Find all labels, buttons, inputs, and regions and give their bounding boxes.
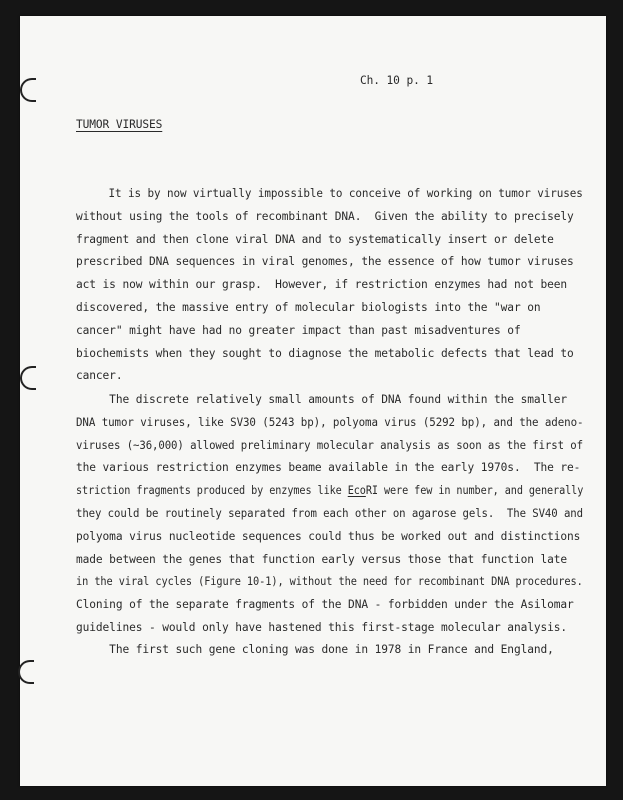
paragraph1-line: It is by now virtually impossible to conceive of working on tumor viruses xyxy=(76,187,583,200)
paragraph1-line: prescribed DNA sequences in viral genomes, the essence of how tumor viruses xyxy=(76,255,574,269)
paragraph2-line: striction fragments produced by enzymes like EcoRI were few in number, and generally xyxy=(76,484,584,498)
paragraph2-line: DNA tumor viruses, like SV30 (5243 bp), polyoma virus (5292 bp), and the adeno- xyxy=(76,415,584,429)
paragraph2-line: in the viral cycles (Figure 10-1), without the need for recombinant DNA procedures. xyxy=(76,575,583,589)
paragraph1-line: act is now within our grasp. However, if restriction enzymes had not been xyxy=(76,278,568,292)
paragraph1-line: cancer" might have had no greater impact than past misadventures of xyxy=(76,323,521,337)
paragraph1-line: discovered, the massive entry of molecular biologists into the "war on xyxy=(76,301,541,314)
paragraph2-line: made between the genes that function early versus those that function late xyxy=(76,552,568,566)
paragraph1-line: without using the tools of recombinant DNA. Given the ability to precisely xyxy=(76,209,574,223)
paragraph2-line: guidelines - would only have hastened this first-stage molecular analysis. xyxy=(76,621,568,634)
paragraph3-line: The first such gene cloning was done in 1978 in France and England, xyxy=(76,643,554,656)
paragraph2-line: viruses (~36,000) allowed preliminary molecular analysis as soon as the first of xyxy=(76,438,583,452)
paragraph2-line: polyoma virus nucleotide sequences could thus be worked out and distinctions xyxy=(76,529,581,543)
paragraph1-line: biochemists when they sought to diagnose the metabolic defects that lead to xyxy=(76,346,574,360)
paragraph2-line: the various restriction enzymes beame available in the early 1970s. The re- xyxy=(76,461,581,475)
paragraph2-line: The discrete relatively small amounts of DNA found within the smaller xyxy=(76,393,568,406)
paragraph2-line: Cloning of the separate fragments of the DNA - forbidden under the Asilomar xyxy=(76,598,574,612)
paragraph1-line: fragment and then clone viral DNA and to systematically insert or delete xyxy=(76,232,554,246)
page-header: Ch. 10 p. 1 xyxy=(360,74,433,87)
chapter-title: TUMOR VIRUSES xyxy=(76,118,163,131)
paragraph2-line: they could be routinely separated from each other on agarose gels. The SV40 and xyxy=(76,507,583,520)
paragraph1-line: cancer. xyxy=(76,369,123,383)
